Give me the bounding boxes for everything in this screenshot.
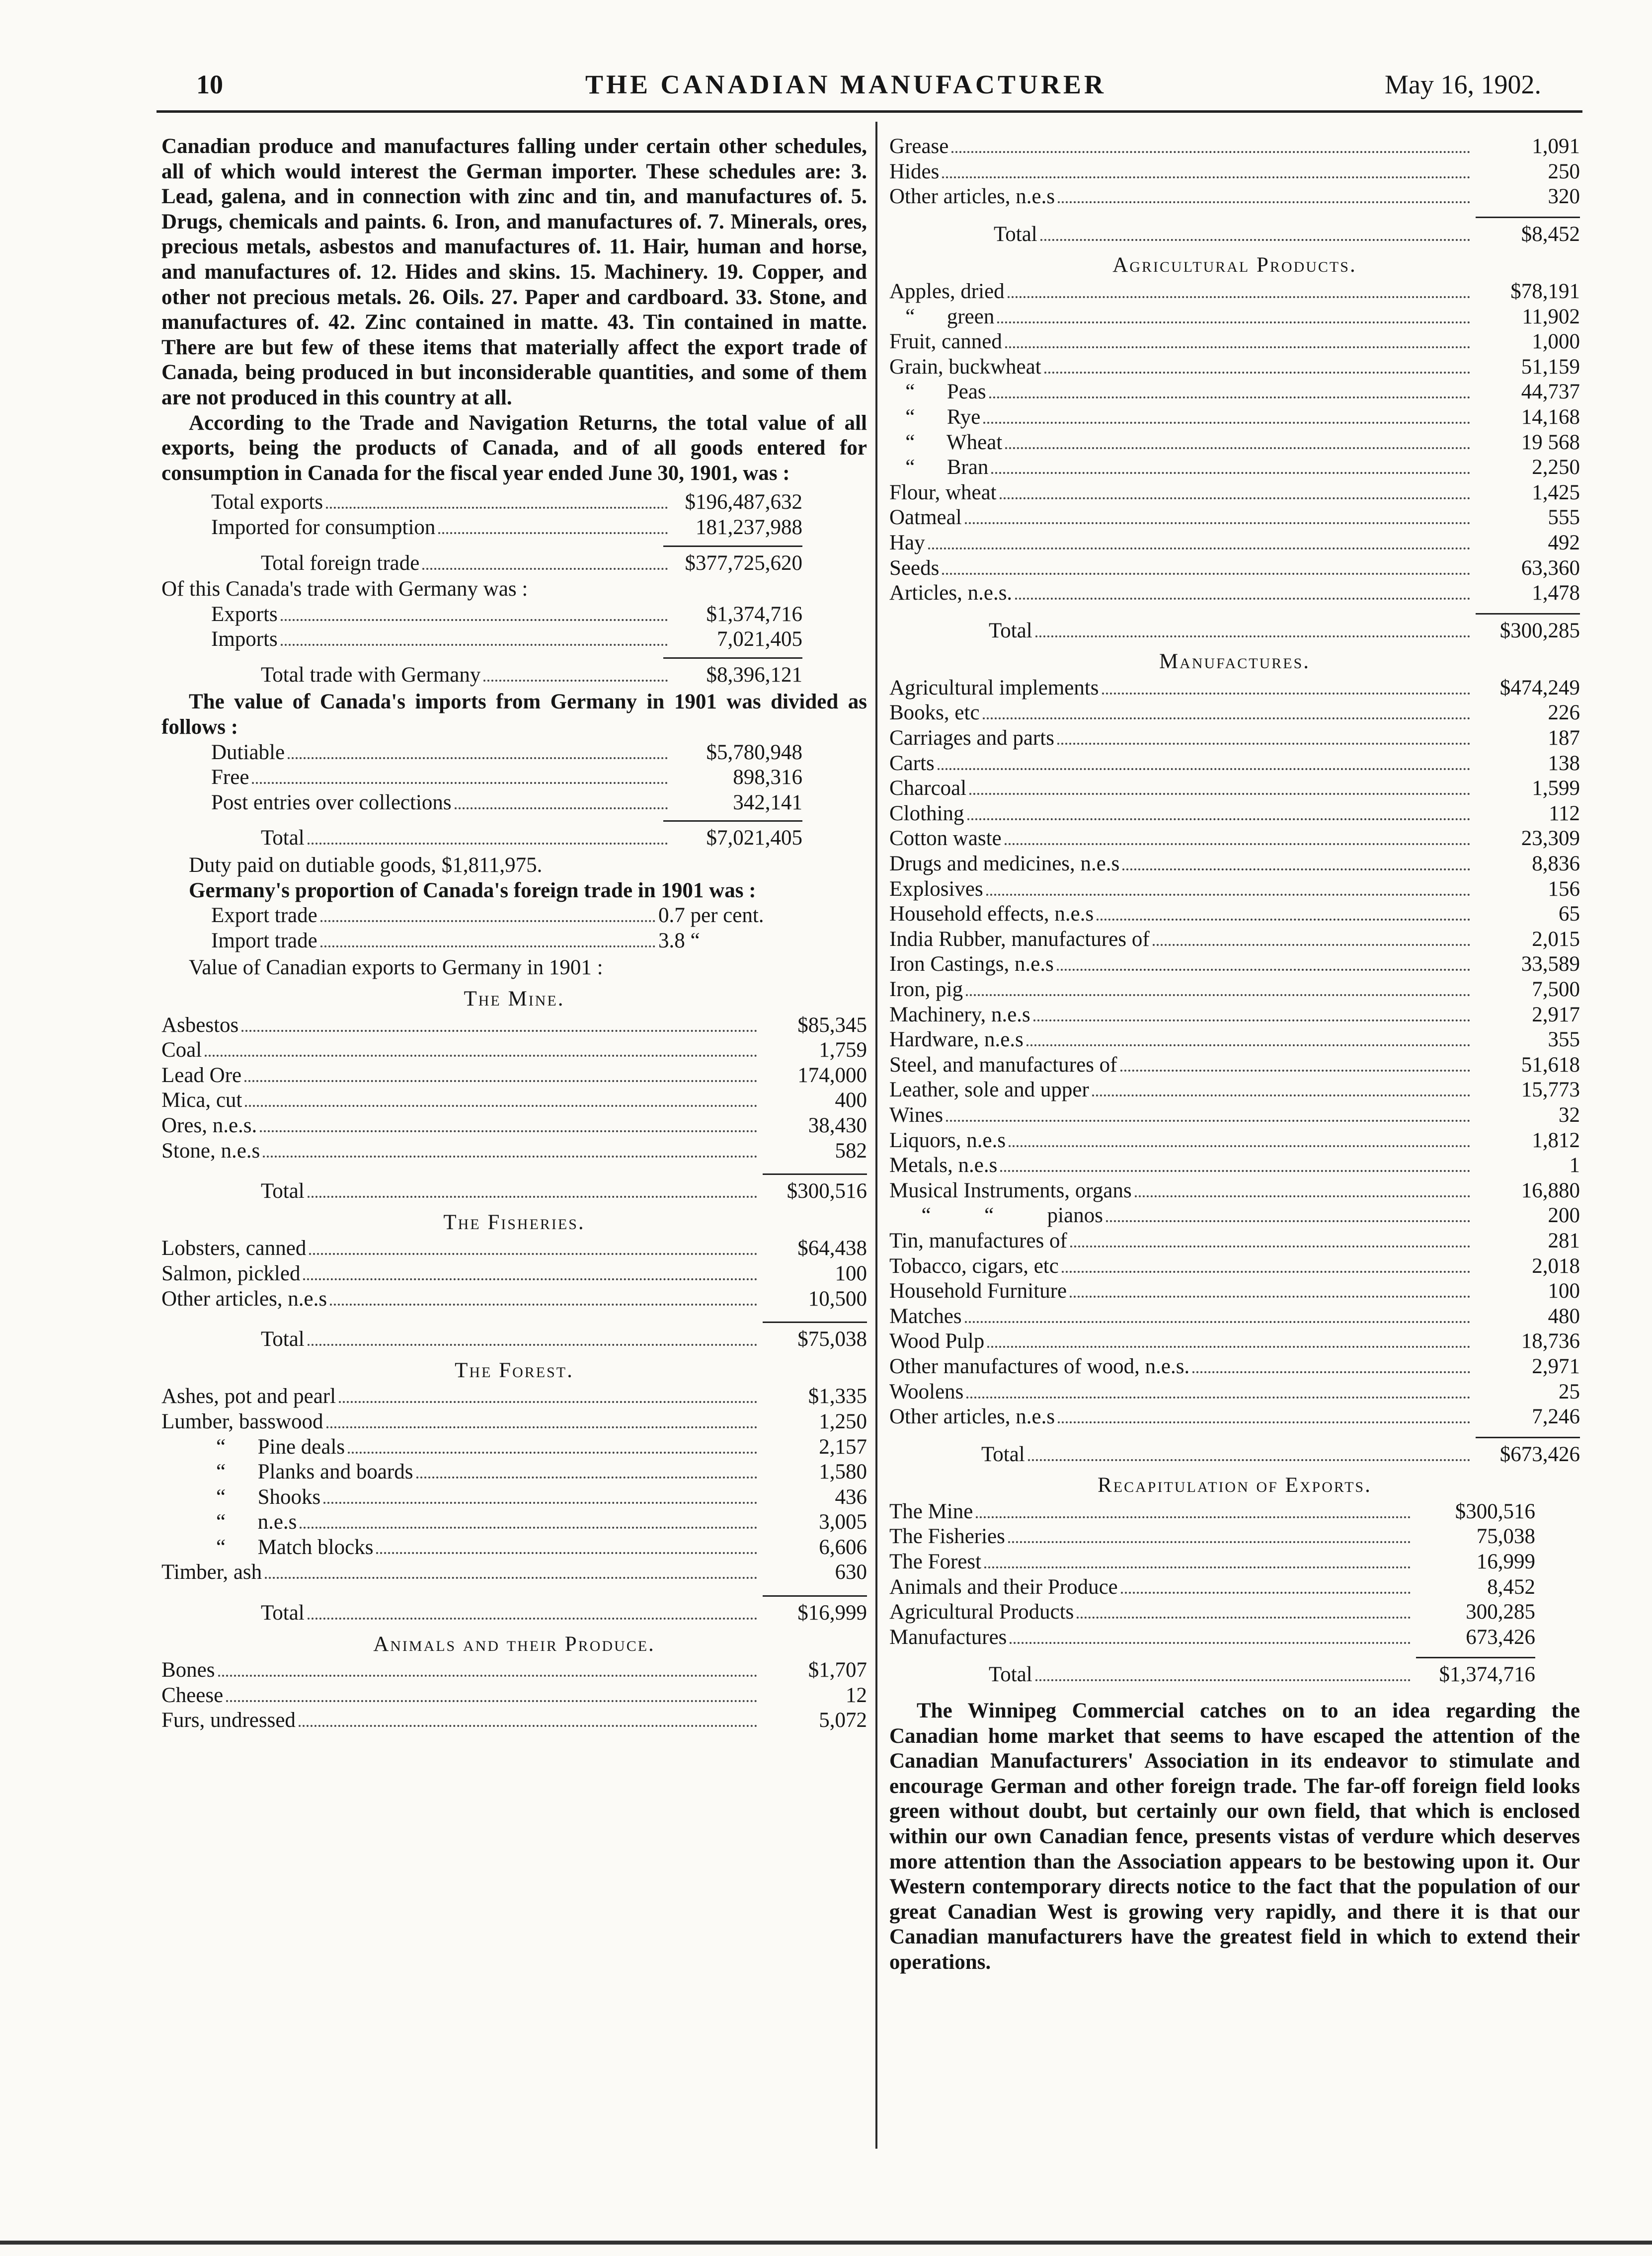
list-item: Cheese 12 — [161, 1683, 867, 1707]
total-row: Total foreign trade $377,725,620 — [261, 551, 802, 575]
proportion-block — [211, 903, 837, 953]
imports-intro: The value of Canada's imports from Germany in 1901 was divided as follows : — [161, 690, 867, 739]
total-row: Total $8,452 — [994, 222, 1580, 246]
closing-paragraph: The Winnipeg Commercial catches on to an idea regarding the Canadian home market that seems to have escaped the attention of the Canadian Manufacturers' Association in its endeavor to stimulate and encourage German and other foreign trade. The far-off foreign field looks green without doubt, but certainly our own field, that which is enclosed within our own Canadian fence, presents vistas of verdure which deserves more attention than the Association appears to be bestowing upon it. Our Western contemporary directs notice to the fact that the population of our great Canadian West is growing very rapidly, and there it is that our Canadian manufacturers have the greatest field in which to extend their operations. — [889, 1699, 1580, 1974]
list-item: Animals and their Produce 8,452 — [889, 1575, 1535, 1599]
list-item: Iron, pig 7,500 — [889, 978, 1580, 1001]
manufactures-list — [889, 676, 1580, 1467]
list-item: Fruit, canned 1,000 — [889, 330, 1580, 354]
total-row: Total $673,426 — [981, 1442, 1580, 1466]
list-item: Post entries over collections 342,141 — [211, 790, 802, 814]
list-item: “ Pine deals 2,157 — [216, 1435, 867, 1459]
list-item: “ green 11,902 — [889, 305, 1580, 328]
list-item: Liquors, n.e.s 1,812 — [889, 1128, 1580, 1152]
germany-intro: Of this Canada's trade with Germany was : — [161, 577, 528, 601]
list-item: Clothing 112 — [889, 801, 1580, 825]
list-item: Hides 250 — [889, 159, 1580, 183]
section-heading: Recapitulation of Exports. — [1098, 1474, 1372, 1497]
list-item: “ “ pianos 200 — [889, 1204, 1580, 1228]
list-item: Apples, dried $78,191 — [889, 279, 1580, 303]
returns-paragraph: According to the Trade and Navigation Returns, the total value of all exports, being the products of Canada, and of all goods entered for consumption in Canada for the fiscal year ended June 30, 1901, was : — [161, 411, 867, 485]
list-item: Articles, n.e.s. 1,478 — [889, 581, 1580, 605]
list-item: “ n.e.s 3,005 — [216, 1510, 867, 1534]
list-item: Imports 7,021,405 — [211, 627, 802, 651]
list-item: Coal 1,759 — [161, 1038, 867, 1062]
recap-list — [889, 1499, 1535, 1688]
list-item: Imported for consumption 181,237,988 — [211, 515, 802, 539]
left-column — [161, 134, 867, 1733]
list-item: Dutiable $5,780,948 — [211, 740, 802, 764]
list-item: India Rubber, manufactures of 2,015 — [889, 927, 1580, 951]
list-item: Other articles, n.e.s 320 — [889, 185, 1580, 209]
forest-list — [161, 1384, 867, 1626]
list-item: Grease 1,091 — [889, 135, 1580, 158]
list-item: Other articles, n.e.s 10,500 — [161, 1287, 867, 1311]
animals-list — [161, 1658, 867, 1733]
list-item: Flour, wheat 1,425 — [889, 480, 1580, 504]
list-item: Bones $1,707 — [161, 1658, 867, 1682]
list-item: Import trade 3.8 “ — [211, 929, 700, 952]
list-item: Iron Castings, n.e.s 33,589 — [889, 952, 1580, 976]
fisheries-list — [161, 1236, 867, 1352]
list-item: Drugs and medicines, n.e.s 8,836 — [889, 852, 1580, 876]
list-item: Manufactures 673,426 — [889, 1625, 1535, 1649]
total-row: Total $300,285 — [989, 619, 1580, 642]
proportion-intro: Germany's proportion of Canada's foreign trade in 1901 was : — [189, 878, 756, 902]
list-item: Steel, and manufactures of 51,618 — [889, 1053, 1580, 1077]
list-item: Exports $1,374,716 — [211, 602, 802, 626]
list-item: Household Furniture 100 — [889, 1279, 1580, 1303]
list-item: Carts 138 — [889, 751, 1580, 775]
publication-title: THE CANADIAN MANUFACTURER — [585, 70, 1106, 99]
section-heading: Agricultural Products. — [1112, 253, 1357, 277]
list-item: Furs, undressed 5,072 — [161, 1709, 867, 1732]
list-item: Leather, sole and upper 15,773 — [889, 1078, 1580, 1102]
exports-intro: Value of Canadian exports to Germany in 1901 : — [189, 956, 603, 980]
list-item: The Mine $300,516 — [889, 1499, 1535, 1523]
list-item: Tin, manufactures of 281 — [889, 1229, 1580, 1252]
germany-block — [211, 602, 802, 688]
list-item: Ores, n.e.s. 38,430 — [161, 1113, 867, 1137]
list-item: Tobacco, cigars, etc 2,018 — [889, 1254, 1580, 1278]
list-item: Household effects, n.e.s 65 — [889, 902, 1580, 926]
list-item: Agricultural Products 300,285 — [889, 1600, 1535, 1624]
list-item: Machinery, n.e.s 2,917 — [889, 1003, 1580, 1026]
list-item: The Forest 16,999 — [889, 1550, 1535, 1574]
list-item: Export trade 0.7 per cent. — [211, 904, 764, 928]
list-item: Free 898,316 — [211, 766, 802, 789]
list-item: Seeds 63,360 — [889, 556, 1580, 580]
section-heading: The Fisheries. — [443, 1210, 585, 1234]
page-number: 10 — [196, 70, 223, 99]
list-item: “ Peas 44,737 — [889, 380, 1580, 404]
total-row: Total $1,374,716 — [989, 1663, 1535, 1687]
imports-block — [211, 740, 802, 851]
list-item: Asbestos $85,345 — [161, 1013, 867, 1037]
total-row: Total trade with Germany $8,396,121 — [261, 663, 802, 687]
total-row: Total $7,021,405 — [261, 826, 802, 850]
list-item: Cotton waste 23,309 — [889, 827, 1580, 851]
list-item: Charcoal 1,599 — [889, 777, 1580, 800]
list-item: Hardware, n.e.s 355 — [889, 1028, 1580, 1052]
list-item: Wines 32 — [889, 1103, 1580, 1127]
section-heading: Animals and their Produce. — [373, 1632, 655, 1656]
total-row: Total $300,516 — [261, 1179, 867, 1203]
issue-date: May 16, 1902. — [1385, 70, 1541, 99]
list-item: Timber, ash 630 — [161, 1560, 867, 1584]
list-item: Lobsters, canned $64,438 — [161, 1237, 867, 1260]
total-row: Total $75,038 — [261, 1327, 867, 1351]
list-item: “ Shooks 436 — [216, 1485, 867, 1509]
list-item: Grain, buckwheat 51,159 — [889, 355, 1580, 379]
list-item: Other articles, n.e.s 7,246 — [889, 1405, 1580, 1429]
list-item: Matches 480 — [889, 1304, 1580, 1328]
mine-list — [161, 1013, 867, 1204]
list-item: Stone, n.e.s 582 — [161, 1139, 867, 1163]
list-item: Total exports $196,487,632 — [211, 490, 802, 514]
section-heading: The Forest. — [455, 1358, 574, 1382]
list-item: Lumber, basswood 1,250 — [161, 1409, 867, 1433]
list-item: Woolens 25 — [889, 1380, 1580, 1403]
list-item: Wood Pulp 18,736 — [889, 1329, 1580, 1353]
list-item: The Fisheries 75,038 — [889, 1525, 1535, 1549]
list-item: “ Bran 2,250 — [889, 456, 1580, 479]
list-item: Oatmeal 555 — [889, 506, 1580, 530]
agricultural-list — [889, 279, 1580, 643]
list-item: Hay 492 — [889, 531, 1580, 554]
bottom-edge — [0, 2241, 1652, 2245]
list-item: Agricultural implements $474,249 — [889, 676, 1580, 700]
list-item: Lead Ore 174,000 — [161, 1063, 867, 1087]
total-row: Total $16,999 — [261, 1601, 867, 1625]
list-item: “ Planks and boards 1,580 — [216, 1460, 867, 1484]
list-item: Carriages and parts 187 — [889, 726, 1580, 750]
animals-continued-list — [889, 134, 1580, 247]
duty-line: Duty paid on dutiable goods, $1,811,975. — [189, 854, 543, 877]
list-item: Other manufactures of wood, n.e.s. 2,971 — [889, 1354, 1580, 1378]
header-rule — [157, 110, 1582, 113]
intro-paragraph: Canadian produce and manufactures falling under certain other schedules, all of which would interest the German importer. These schedules are: 3. Lead, galena, and in connection with zinc and tin, and manufactures of. 5. Drugs, chemicals and paints. 6. Iron, and manufactures of. 7. Minerals, ores, precious metals, asbestos and manufactures of. 11. Hair, human and horse, and manufactures of. 12. Hides and skins. 15. Machinery. 19. Copper, and other not precious metals. 26. Oils. 27. Paper and cardboard. 33. Stone, and manufactures of. 42. Zinc contained in matte. 43. Tin contained in matte. There are but few of these items that materially affect the export trade of Canada, being produced in but inconsiderable quantities, and some of them are not produced in this country at all. — [161, 135, 867, 409]
list-item: Salmon, pickled 100 — [161, 1261, 867, 1285]
list-item: Musical Instruments, organs 16,880 — [889, 1178, 1580, 1202]
list-item: Metals, n.e.s 1 — [889, 1154, 1580, 1177]
list-item: Explosives 156 — [889, 877, 1580, 901]
totals-block — [211, 490, 802, 576]
list-item: “ Wheat 19 568 — [889, 430, 1580, 454]
section-heading: The Mine. — [464, 987, 565, 1011]
right-column — [889, 134, 1580, 1975]
list-item: Ashes, pot and pearl $1,335 — [161, 1385, 867, 1408]
list-item: “ Match blocks 6,606 — [216, 1535, 867, 1559]
list-item: “ Rye 14,168 — [889, 405, 1580, 429]
column-divider — [875, 122, 877, 2149]
list-item: Mica, cut 400 — [161, 1089, 867, 1112]
section-heading: Manufactures. — [1159, 650, 1311, 674]
list-item: Books, etc 226 — [889, 701, 1580, 725]
